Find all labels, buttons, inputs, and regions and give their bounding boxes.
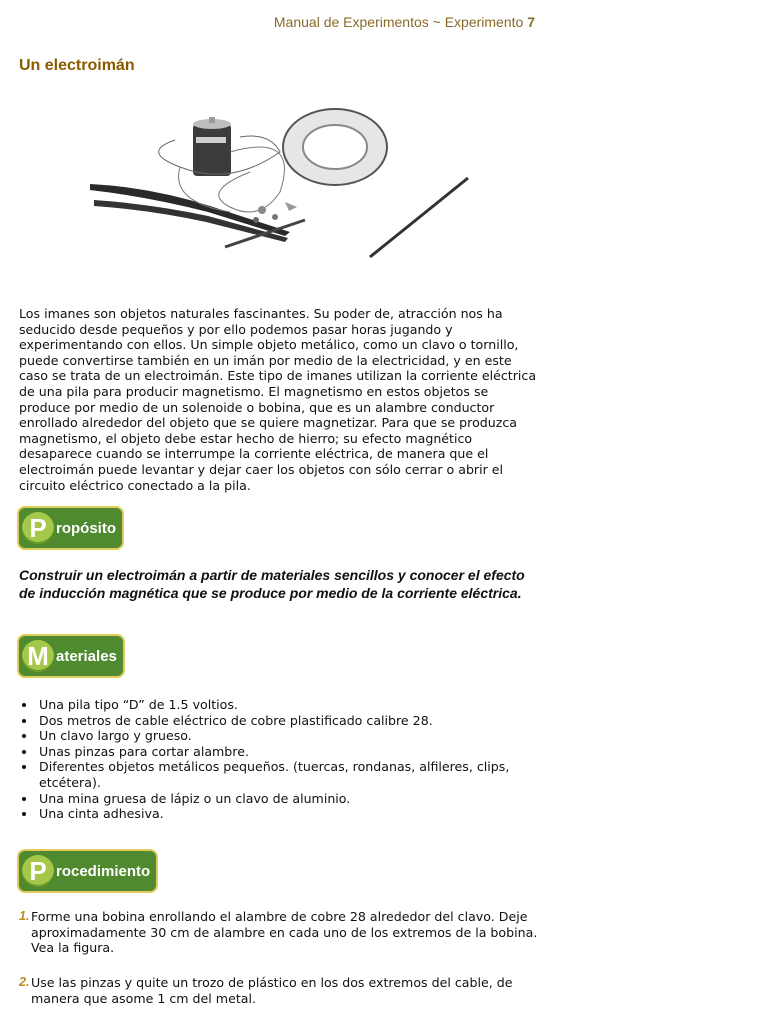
pencil-lead-icon: [370, 178, 468, 257]
materials-list: [19, 697, 557, 822]
badge-label: ateriales: [56, 647, 117, 665]
badge-cap-letter: P: [22, 855, 54, 887]
document-title: Un electroimán: [19, 57, 135, 74]
section-badge-proposito: [19, 508, 122, 548]
page-header: [0, 14, 535, 30]
step-number: 2.: [19, 975, 30, 989]
list-item: • Una mina gruesa de lápiz o un clavo de aluminio.: [37, 791, 557, 807]
list-item: • Una pila tipo “D” de 1.5 voltios.: [37, 697, 557, 713]
materials-photo: [80, 92, 472, 284]
badge-label: ropósito: [56, 519, 116, 537]
experiment-number: 7: [527, 14, 535, 30]
list-item: • Unas pinzas para cortar alambre.: [37, 744, 557, 760]
battery-icon: [193, 124, 231, 176]
nut-icon: [258, 206, 266, 214]
badge-cap-letter: M: [22, 640, 54, 672]
step-text: Use las pinzas y quite un trozo de plástico en los dos extremos del cable, de manera que asome 1 cm del metal.: [31, 975, 513, 1006]
intro-paragraph: Los imanes son objetos naturales fascinantes. Su poder de, atracción nos ha seducido desde pequeños y por ello podemos pasar horas jugando y experimentando con ellos. Un simple objeto metálico, como un clavo o tornillo, puede convertirse también en un imán por medio de la electricidad, y en este caso se trata de un electroimán. Este tipo de imanes utilizan la corriente eléctrica de una pila para producir magnetismo. El magnetismo en estos objetos se produce por medio de un solenoide o bobina, que es un alambre conductor enrollado alrededor del objeto que se quiere magnetizar. Para que se produzca magnetismo, el objeto debe estar hecho de hierro; su efecto magnético desaparece cuando se interrumpe la corriente eléctrica, de manera que el electroimán puede levantar y dejar caer los objetos con sólo cerrar o abrir el circuito eléctrico conectado a la pila.: [19, 306, 537, 493]
procedure-step: [19, 909, 539, 956]
procedure-step: [19, 975, 539, 1006]
list-item: • Diferentes objetos metálicos pequeños. (tuercas, rondanas, alfileres, clips, etcétera).: [37, 759, 557, 790]
step-text: Forme una bobina enrollando el alambre de cobre 28 alrededor del clavo. Deje aproximadamente 30 cm de alambre en cada uno de los extremos de la bobina. Vea la figura.: [31, 909, 538, 956]
section-badge-materiales: [19, 636, 123, 676]
purpose-text: Construir un electroimán a partir de materiales sencillos y conocer el efecto de inducción magnética que se produce por medio de la corriente eléctrica.: [19, 567, 525, 601]
list-item: • Una cinta adhesiva.: [37, 806, 557, 822]
clip-icon: [285, 202, 297, 211]
section-badge-procedimiento: [19, 851, 156, 891]
badge-label: rocedimiento: [56, 862, 151, 880]
step-number: 1.: [19, 909, 30, 923]
list-item: • Un clavo largo y grueso.: [37, 728, 557, 744]
list-item: • Dos metros de cable eléctrico de cobre plastificado calibre 28.: [37, 713, 557, 729]
badge-cap-letter: P: [22, 512, 54, 544]
manual-title: Manual de Experimentos ~ Experimento: [273, 14, 524, 30]
